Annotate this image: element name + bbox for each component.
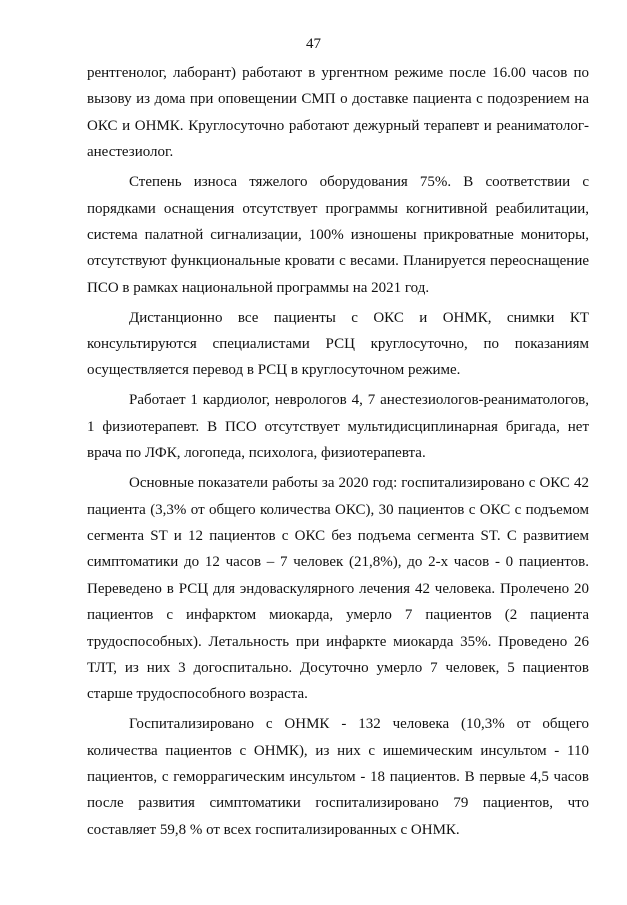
page-number: 47 (306, 36, 321, 52)
paragraph-acs-indicators: Основные показатели работы за 2020 год: госпитализировано с ОКС 42 пациента (3,3% от общего количества ОКС), 30 пациентов с ОКС с подъемом сегмента ST и 12 пациентов с ОКС без подъема сегмента ST. С развитием симптоматики до 12 часов – 7 человек (21,8%), до 2-х часов - 0 пациентов. Переведено в РСЦ для эндоваскулярного лечения 42 человека. Пролечено 20 пациентов с инфарктом миокарда, умерло 7 пациентов (2 пациента трудоспособных). Летальность при инфаркте миокарда 35%. Проведено 26 ТЛТ, из них 3 догоспитально. Досуточно умерло 7 человек, 5 пациентов старше трудоспособного возраста. (87, 475, 589, 703)
paragraph-stroke-indicators: Госпитализировано с ОНМК - 132 человека (10,3% от общего количества пациентов с ОНМК), из них с ишемическим инсультом - 110 пациентов, с геморрагическим инсультом - 18 пациентов. В первые 4,5 часов после развития симптоматики госпитализировано 79 пациентов, что составляет 59,8 % от всех госпитализированных с ОНМК. (87, 716, 589, 838)
document-body (87, 60, 589, 843)
paragraph-staff-schedule: рентгенолог, лаборант) работают в ургентном режиме после 16.00 часов по вызову из дома при оповещении СМП о доставке пациента с подозрением на ОКС и ОНМК. Круглосуточно работают дежурный терапевт и реаниматолог-анестезиолог. (87, 65, 589, 161)
paragraph-staffing: Работает 1 кардиолог, неврологов 4, 7 анестезиологов-реаниматологов, 1 физиотерапевт. В ПСО отсутствует мультидисциплинарная бригада, нет врача по ЛФК, логопеда, психолога, физиотерапевта. (87, 392, 589, 462)
paragraph-remote-consultation: Дистанционно все пациенты с ОКС и ОНМК, снимки КТ консультируются специалистами РСЦ круглосуточно, по показаниям осуществляется перевод в РСЦ в круглосуточном режиме. (87, 309, 589, 379)
paragraph-equipment-wear: Степень износа тяжелого оборудования 75%. В соответствии с порядками оснащения отсутствует программы когнитивной реабилитации, система палатной сигнализации, 100% изношены прикроватные мониторы, отсутствуют функциональные кровати с весами. Планируется переоснащение ПСО в рамках национальной программы на 2021 год. (87, 174, 589, 296)
